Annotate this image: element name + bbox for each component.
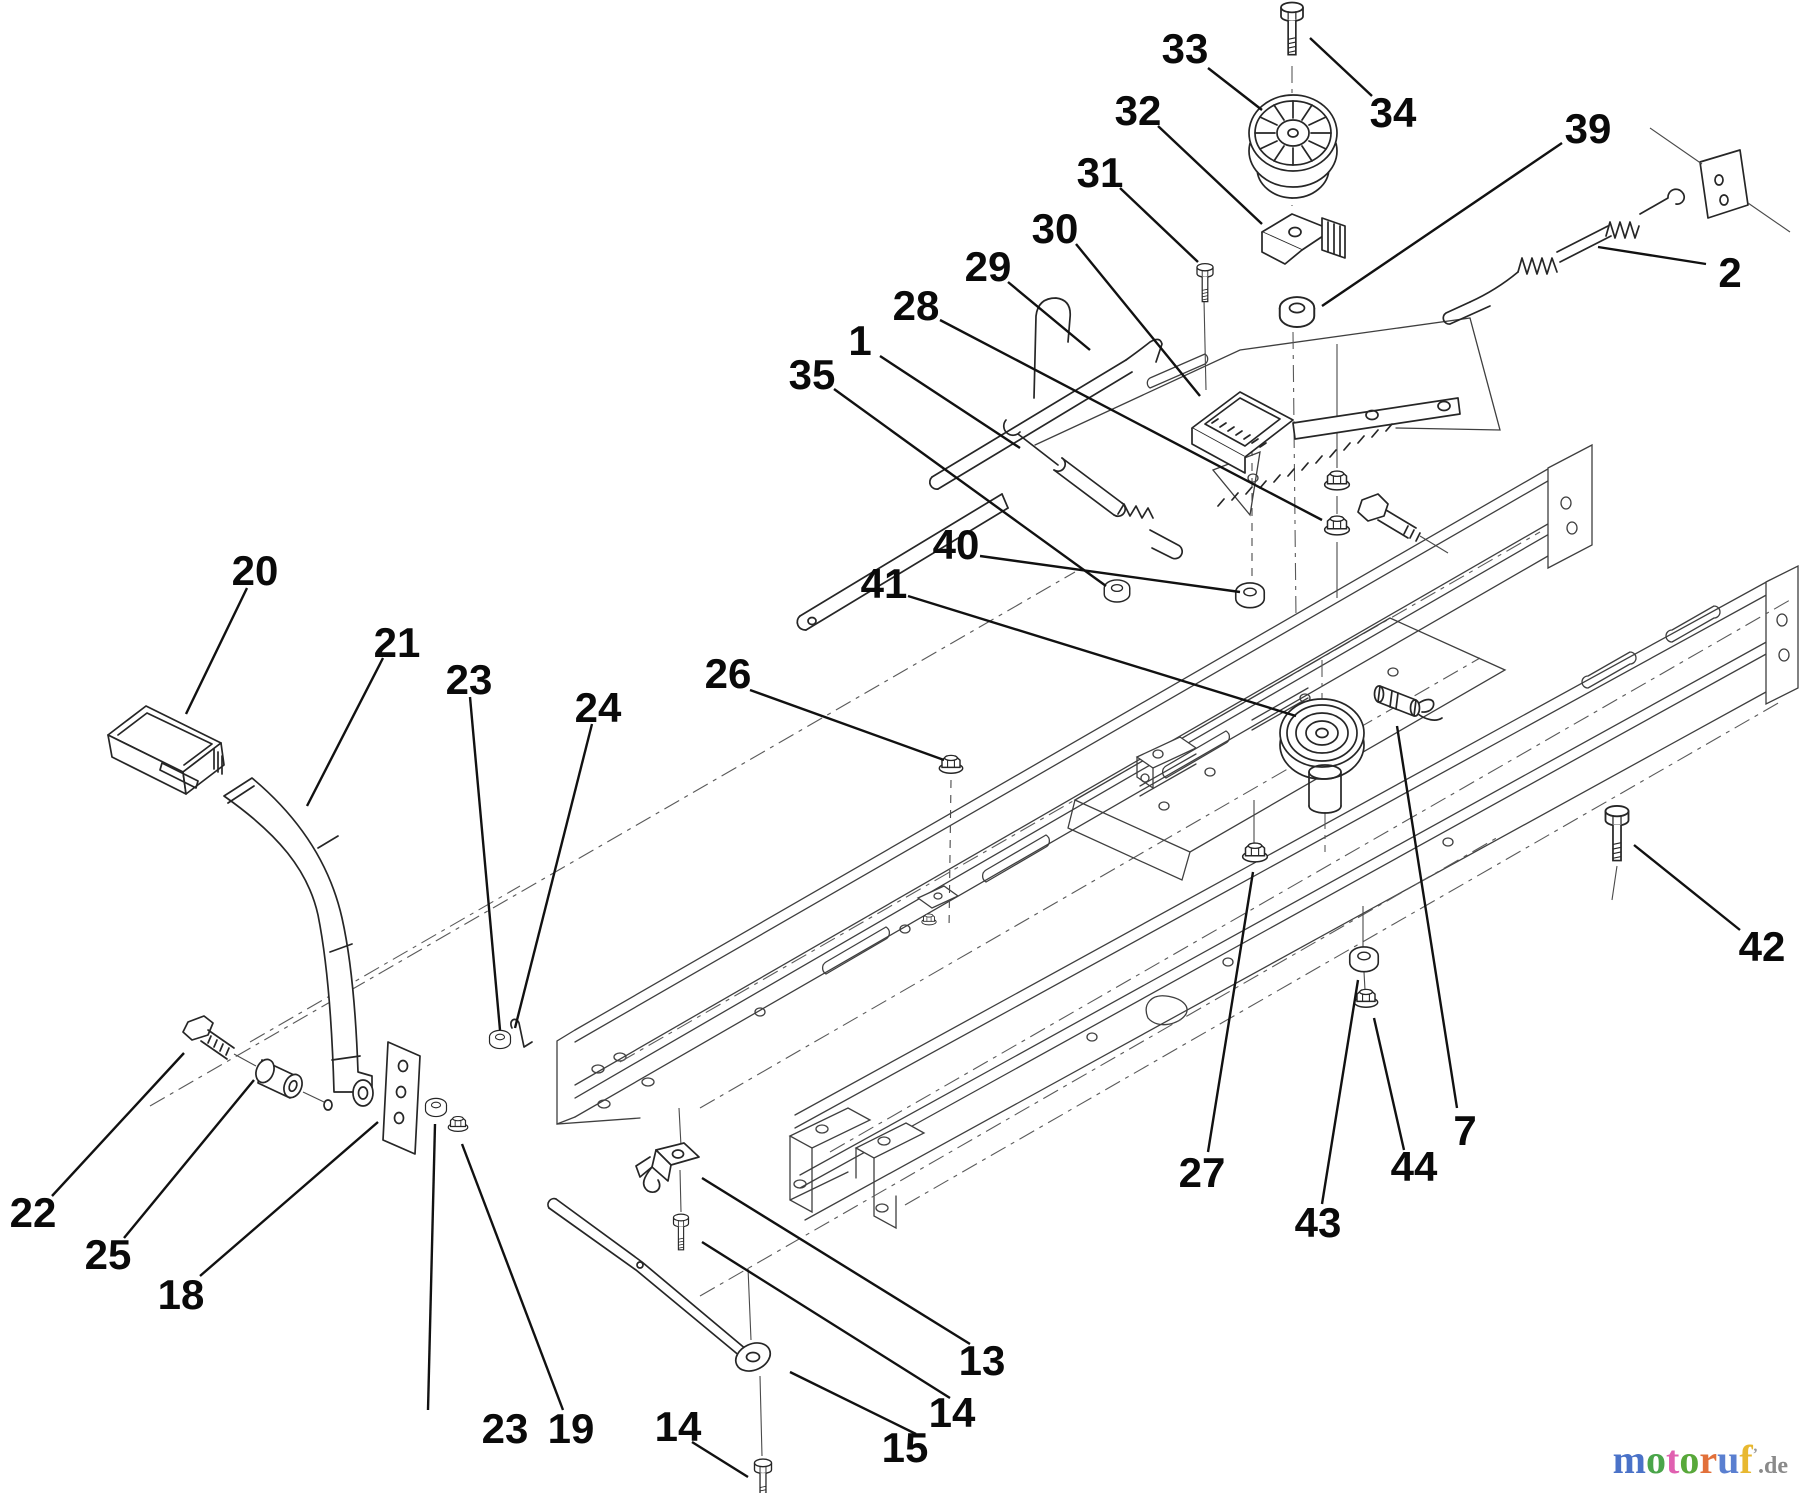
leader-32 [1158, 126, 1262, 224]
watermark-tick: ’ [1752, 1446, 1758, 1463]
flange-nut-44 [1354, 989, 1377, 1007]
connector-7 [1375, 686, 1443, 720]
callout-15: 15 [881, 1424, 929, 1471]
callout-31: 31 [1076, 149, 1124, 196]
lock-nut-28-upper [1325, 471, 1350, 490]
leader-26 [750, 690, 944, 760]
callout-7: 7 [1453, 1107, 1477, 1154]
cable-clamp-13 [636, 1143, 699, 1192]
nut-19 [448, 1117, 468, 1132]
spacer-washer-39 [1280, 297, 1315, 327]
callout-30: 30 [1031, 205, 1079, 252]
leader-23-lower [428, 1124, 435, 1410]
callout-41: 41 [860, 560, 908, 607]
leader-42 [1634, 845, 1740, 930]
callout-22: 22 [9, 1189, 57, 1236]
serrated-bracket-30 [1192, 392, 1460, 506]
callout-34: 34 [1369, 89, 1417, 136]
phantom-lines [150, 66, 1617, 1456]
callout-28: 28 [892, 282, 940, 329]
callout-23-lower: 23 [481, 1405, 529, 1452]
spacer-25 [253, 1057, 332, 1110]
pedal-arm-21 [224, 778, 372, 1092]
callout-2: 2 [1718, 249, 1742, 296]
callout-29: 29 [964, 243, 1012, 290]
callout-26: 26 [704, 650, 752, 697]
watermark-letter-1: o [1646, 1437, 1666, 1482]
leader-43 [1322, 980, 1358, 1204]
callout-24: 24 [574, 684, 622, 731]
callout-35: 35 [788, 351, 836, 398]
leader-34 [1310, 38, 1372, 96]
leader-20 [186, 588, 247, 714]
flat-idler-pulley-33 [1249, 95, 1337, 198]
leader-30 [1076, 244, 1200, 396]
callout-32: 32 [1114, 87, 1162, 134]
hex-bolt-31 [1197, 264, 1213, 302]
watermark-letter-2: t [1666, 1437, 1680, 1482]
leader-44 [1374, 1018, 1404, 1150]
leader-31 [1120, 188, 1198, 262]
watermark-suffix: .de [1758, 1453, 1788, 1479]
washer-40 [1236, 583, 1265, 608]
leader-21 [307, 658, 383, 806]
leader-25 [124, 1080, 254, 1238]
hex-bolt-34 [1281, 2, 1303, 54]
pivot-bolt [1358, 494, 1448, 553]
leader-22 [52, 1053, 184, 1196]
callout-21: 21 [373, 619, 421, 666]
callout-20: 20 [231, 547, 279, 594]
hex-bolt-14-upper [674, 1214, 689, 1250]
hex-bolt-22 [183, 1016, 256, 1066]
brake-rod-29 [930, 339, 1162, 489]
leader-33 [1208, 68, 1262, 110]
cotter-pin-24 [511, 1019, 532, 1047]
leader-19 [462, 1144, 563, 1410]
flange-nut-27 [1243, 843, 1268, 862]
parts [108, 2, 1790, 1493]
guide-rod [1034, 298, 1070, 398]
hex-bolt-42 [1606, 806, 1629, 861]
flange-nut-26 [939, 755, 962, 773]
leader-18 [200, 1122, 378, 1276]
leader-39 [1322, 143, 1562, 306]
callout-23-upper: 23 [445, 656, 493, 703]
callout-1: 1 [848, 317, 872, 364]
callout-43: 43 [1294, 1199, 1342, 1246]
leader-29 [1008, 282, 1090, 350]
leader-14-upper [702, 1242, 950, 1398]
watermark-letter-3: o [1679, 1437, 1700, 1482]
washer-35 [1104, 580, 1130, 602]
callout-18: 18 [157, 1271, 205, 1318]
callout-27: 27 [1178, 1149, 1226, 1196]
callout-labels [10, 25, 1786, 1471]
callout-13: 13 [958, 1337, 1006, 1384]
watermark-letter-6: f [1739, 1437, 1753, 1482]
brake-rod-15 [548, 1199, 775, 1377]
callout-44: 44 [1390, 1143, 1438, 1190]
callout-14-upper: 14 [928, 1389, 976, 1436]
washer-43 [1350, 947, 1379, 972]
leader-41 [908, 596, 1296, 716]
callout-40: 40 [932, 521, 980, 568]
callout-33: 33 [1161, 25, 1209, 72]
callout-25: 25 [84, 1231, 132, 1278]
watermark-letter-0: m [1612, 1437, 1646, 1482]
leader-24 [515, 724, 592, 1028]
washer-23-upper [490, 1030, 511, 1048]
watermark-logo [1613, 1436, 1788, 1483]
left-frame-rail [557, 445, 1592, 1124]
pivot-bracket-18 [353, 1042, 420, 1154]
clutch-link-1 [1004, 420, 1182, 559]
callout-14-lower: 14 [654, 1403, 702, 1450]
leader-27 [1208, 872, 1253, 1152]
hex-bolt-14-lower [755, 1459, 772, 1493]
watermark-letter-5: u [1717, 1437, 1740, 1482]
leader-1 [880, 356, 1020, 448]
callout-39: 39 [1564, 105, 1612, 152]
callout-19: 19 [547, 1405, 595, 1452]
callout-42: 42 [1738, 923, 1786, 970]
watermark-letter-4: r [1699, 1437, 1718, 1482]
idler-bracket-32 [1262, 214, 1345, 264]
leader-2 [1598, 247, 1706, 264]
pedal-pad-20 [108, 706, 224, 794]
leader-lines [52, 38, 1740, 1477]
lock-nut-28-lower [1325, 516, 1350, 535]
washer-23-lower [426, 1098, 447, 1116]
leader-23-upper [470, 697, 500, 1030]
